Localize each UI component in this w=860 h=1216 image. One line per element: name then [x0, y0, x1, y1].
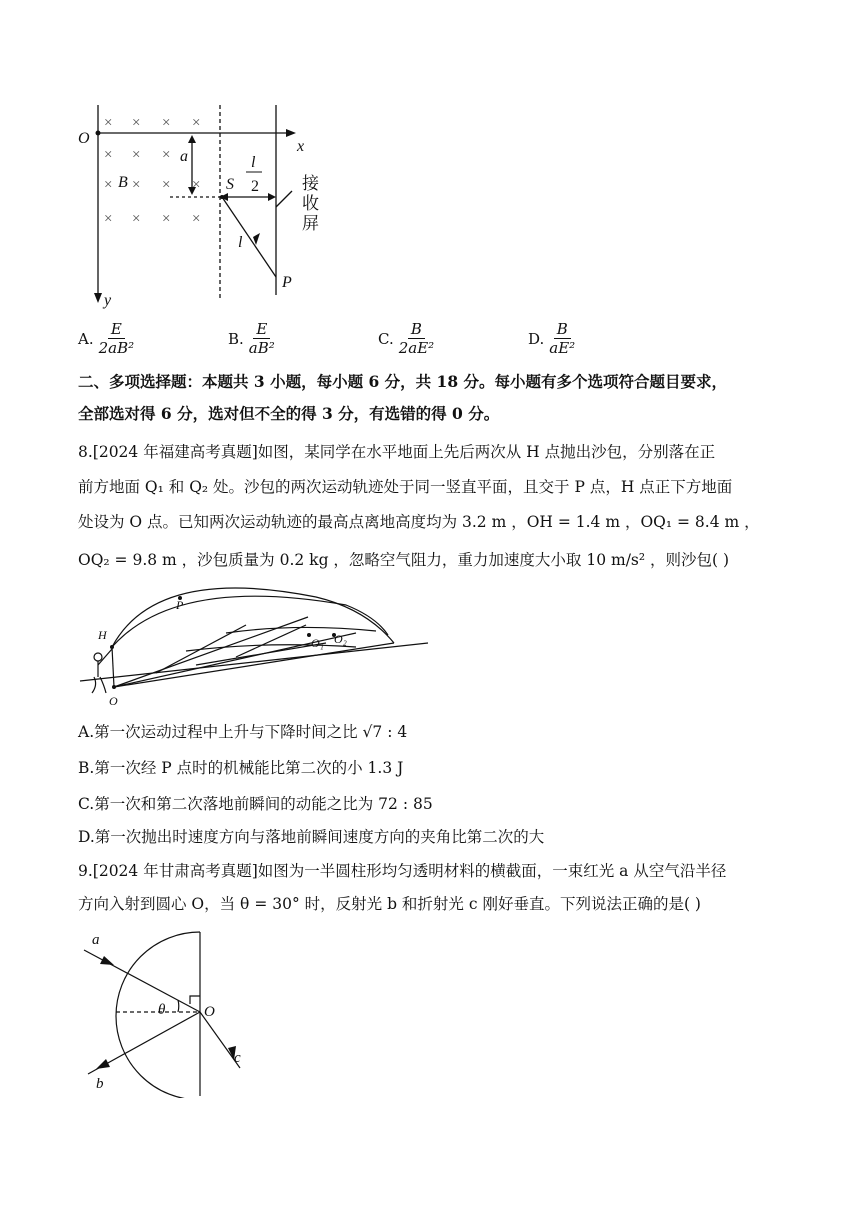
- ground-perspective-line: [114, 643, 394, 687]
- svg-text:×: ×: [132, 115, 141, 131]
- q7-option-c[interactable]: [378, 320, 437, 357]
- option-letter: D.: [528, 329, 545, 348]
- option-letter: C.: [378, 329, 394, 348]
- option-fraction: [396, 320, 437, 357]
- option-fraction: [246, 320, 278, 357]
- q8-option-b[interactable]: B.第一次经 P 点时的机械能比第二次的小 1.3 J: [78, 759, 404, 777]
- q9-line1: 9.[2024 年甘肃高考真题]如图为一半圆柱形均匀透明材料的横截面，一束红光 a 从空气沿半径: [78, 862, 727, 880]
- ray-b-label: b: [96, 1076, 104, 1092]
- q8-option-c[interactable]: C.第一次和第二次落地前瞬间的动能之比为 72 : 85: [78, 795, 433, 813]
- svg-text:×: ×: [162, 177, 171, 193]
- option-fraction: [96, 320, 138, 357]
- denominator: 2aE²: [398, 339, 435, 357]
- svg-text:×: ×: [104, 211, 113, 227]
- option-letter: B.: [228, 329, 244, 348]
- q8-line2: 前方地面 Q₁ 和 Q₂ 处。沙包的两次运动轨迹处于同一竖直平面，且交于 P 点，H 点正下方地面: [78, 478, 733, 496]
- svg-text:×: ×: [162, 115, 171, 131]
- o-label: O: [109, 694, 118, 708]
- numerator: E: [108, 320, 125, 339]
- q8-line3: 处设为 O 点。已知两次运动轨迹的最高点离地高度均为 3.2 m ，OH = 1.4 m ，OQ₁ = 8.4 m ，: [78, 513, 760, 531]
- h-label: H: [98, 628, 107, 642]
- svg-text:×: ×: [192, 115, 201, 131]
- screen-label-2: 收: [302, 194, 319, 213]
- refraction-figure: [78, 928, 268, 1098]
- q7-option-a[interactable]: [78, 320, 137, 357]
- svg-text:×: ×: [104, 147, 113, 163]
- q8-option-a[interactable]: A.第一次运动过程中上升与下降时间之比 √7 : 4: [78, 723, 408, 741]
- svg-text:×: ×: [192, 211, 201, 227]
- denominator: aB²: [248, 339, 275, 357]
- svg-text:×: ×: [132, 211, 141, 227]
- q8-line1: 8.[2024 年福建高考真题]如图，某同学在水平地面上先后两次从 H 点抛出沙包，分别落在正: [78, 443, 716, 461]
- center-o-label: O: [204, 1004, 215, 1020]
- incident-ray-a: [84, 950, 200, 1012]
- q8-option-d[interactable]: D.第一次抛出时速度方向与落地前瞬间速度方向的夹角比第二次的大: [78, 828, 545, 846]
- option-fraction: [546, 320, 578, 357]
- theta-label: θ: [158, 1002, 166, 1018]
- svg-text:×: ×: [162, 147, 171, 163]
- option-letter: A.: [78, 329, 94, 348]
- projectile-figure: [76, 585, 436, 710]
- source-label: S: [226, 176, 234, 193]
- q1-label: O₁: [311, 636, 324, 650]
- q8-line4: OQ₂ = 9.8 m ，沙包质量为 0.2 kg ，忽略空气阻力，重力加速度大小取 10 m/s² ，则沙包( ): [78, 551, 730, 569]
- svg-text:×: ×: [132, 177, 141, 193]
- field-label: B: [118, 174, 128, 191]
- a-label: a: [180, 148, 188, 165]
- trajectory-1: [112, 588, 394, 647]
- section2-heading-line1: 二、多项选择题：本题共 3 小题，每小题 6 分，共 18 分。每小题有多个选项符合题目要求，: [78, 372, 728, 391]
- denominator: aE²: [549, 339, 576, 357]
- screen-label-3: 屏: [302, 214, 319, 233]
- numerator: B: [408, 320, 425, 339]
- denominator: 2aB²: [98, 339, 135, 357]
- origin-label: O: [78, 130, 90, 147]
- q2-label: O₂: [334, 632, 347, 646]
- svg-text:×: ×: [104, 177, 113, 193]
- q7-option-d[interactable]: [528, 320, 578, 357]
- ray-c-label: c: [234, 1050, 241, 1066]
- svg-text:×: ×: [104, 115, 113, 131]
- y-axis-label: y: [104, 292, 112, 309]
- q7-option-b[interactable]: [228, 320, 278, 357]
- svg-text:×: ×: [162, 211, 171, 227]
- q9-line2: 方向入射到圆心 O，当 θ = 30° 时，反射光 b 和折射光 c 刚好垂直。下列说法正确的是( ): [78, 895, 701, 913]
- half-l-den: 2: [251, 178, 259, 195]
- svg-text:×: ×: [192, 177, 201, 193]
- numerator: B: [554, 320, 571, 339]
- numerator: E: [253, 320, 270, 339]
- x-axis-label: x: [297, 138, 305, 155]
- p-label: P: [282, 274, 292, 291]
- l-label: l: [238, 234, 243, 251]
- svg-text:×: ×: [132, 147, 141, 163]
- magnetic-field-figure: [70, 95, 340, 310]
- particle-path: [222, 197, 276, 277]
- ray-a-label: a: [92, 932, 100, 948]
- half-l-num: l: [251, 154, 256, 171]
- p-label: P: [176, 598, 184, 612]
- section2-heading-line2: 全部选对得 6 分，选对但不全的得 3 分，有选错的得 0 分。: [78, 404, 500, 423]
- screen-label-1: 接: [302, 174, 319, 193]
